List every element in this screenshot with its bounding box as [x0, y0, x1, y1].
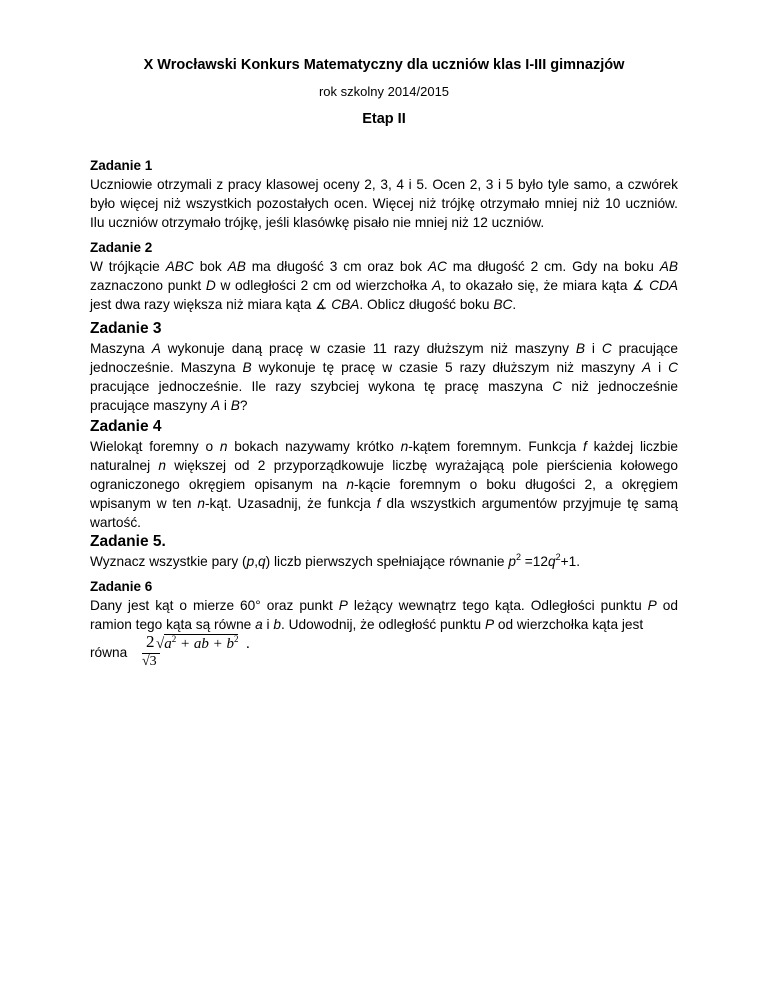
task-4-text: Wielokąt foremny o n bokach nazywamy krótko n-kątem foremnym. Funkcja f każdej liczbie naturalnej n większej od 2 przyporządkowuje liczbę wyrażającą pole pierścienia kołowego ograniczonego okręgiem opisanym na n-kącie foremnym o boku długości 2, a okręgiem wpisanym w ten n-kąt. Uzasadnij, że funkcja f dla wszystkich argumentów przyjmuje tę samą wartość.	[90, 439, 679, 530]
task-4-heading: Zadanie 4	[90, 418, 162, 435]
task-6-text: Dany jest kąt o mierze 60° oraz punkt P leżący wewnątrz tego kąta. Odległości punktu P od ramion tego kąta są równe a i b. Udowodnij, że odległość punktu P od wierzchołka kąta jest	[90, 598, 678, 632]
task-6-formula-line	[90, 634, 678, 674]
task-5	[90, 533, 678, 571]
task-5-text: Wyznacz wszystkie pary (p,q) liczb pierwszych spełniające równanie $p^2 =12q^2+1$.	[90, 552, 581, 569]
task-3-text: Maszyna A wykonuje daną pracę w czasie 11 razy dłuższym niż maszyny B i C pracujące jednocześnie. Maszyna B wykonuje tę pracę w czasie 5 razy dłuższym niż maszyny A i C pracujące jednocześnie. Ile razy szybciej wykona tę pracę maszyna C niż jednocześnie pracujące maszyny A i B?	[90, 341, 678, 413]
task-3	[90, 320, 678, 415]
stage-heading: Etap II	[362, 111, 406, 127]
fraction-numerator: 2	[146, 632, 155, 651]
task-5-heading: Zadanie 5.	[90, 533, 166, 550]
task-1-heading: Zadanie 1	[90, 158, 153, 173]
task-1	[90, 158, 678, 232]
task-2-text: W trójkącie ABC bok AB ma długość 3 cm oraz bok AC ma długość 2 cm. Gdy na boku AB zaznaczono punkt D w odległości 2 cm od wierzchołka A, to okazało się, że miara kąta ∡ CDA jest dwa razy większa niż miara kąta ∡ CBA. Oblicz długość boku BC.	[90, 259, 678, 312]
formula-prefix: równa	[90, 645, 128, 660]
task-1-text: Uczniowie otrzymali z pracy klasowej oceny 2, 3, 4 i 5. Ocen 2, 3 i 5 było tyle samo, a czwórek było więcej niż wszystkich pozostałych ocen. Więcej niż trójkę otrzymało mniej niż 10 uczniów. Ilu uczniów otrzymało trójkę, jeśli klasówkę pisało nie mniej niż 12 uczniów.	[90, 177, 678, 230]
radicand: $a^2$ + ab + $b^2$	[164, 634, 239, 652]
task-2-heading: Zadanie 2	[90, 240, 153, 255]
formula-suffix: .	[245, 636, 250, 652]
school-year: rok szkolny 2014/2015	[318, 84, 450, 99]
task-6	[90, 579, 678, 674]
square-root: $√a^2$ + ab + $b^2$ .	[156, 634, 250, 652]
task-4	[90, 418, 678, 532]
task-2	[90, 240, 678, 314]
task-3-heading: Zadanie 3	[90, 320, 162, 337]
fraction-denominator: √3	[142, 654, 157, 669]
page-title: X Wrocławski Konkurs Matematyczny dla uczniów klas I-III gimnazjów	[143, 57, 625, 73]
task-6-heading: Zadanie 6	[90, 579, 153, 594]
